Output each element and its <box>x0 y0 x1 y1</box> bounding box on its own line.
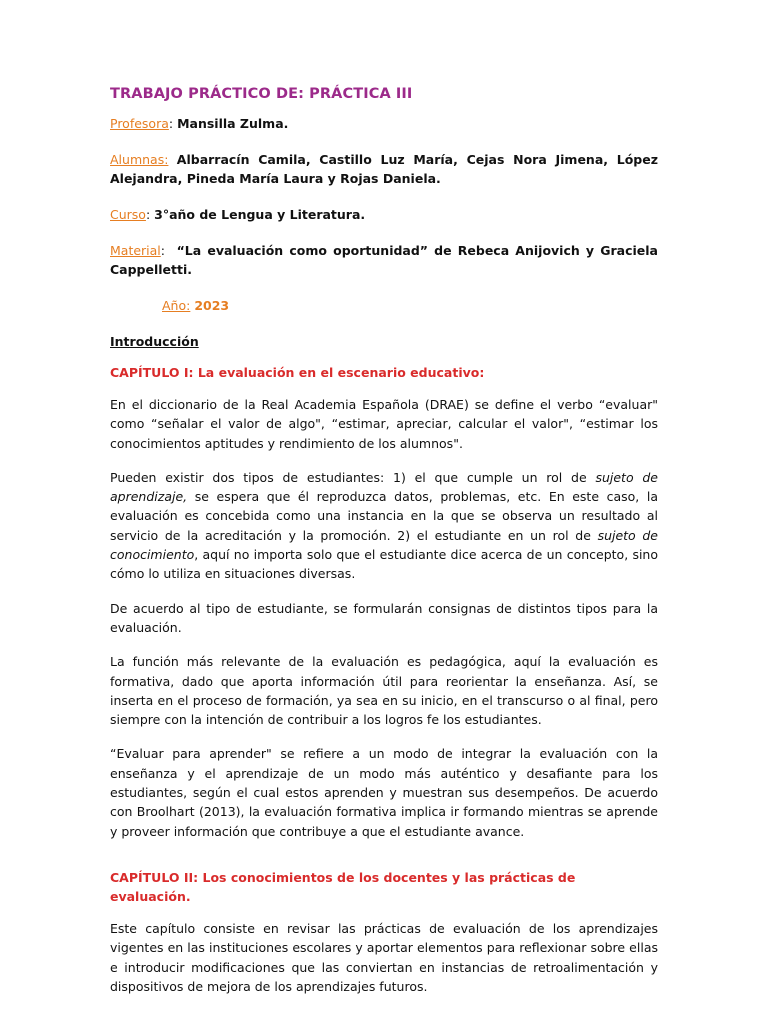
anio-value: 2023 <box>194 298 230 313</box>
curso-label: Curso <box>110 207 146 222</box>
alumnas-label: Alumnas: <box>110 152 169 167</box>
curso-line: Curso: 3°año de Lengua y Literatura. <box>110 207 366 222</box>
sujeto-de-aprendizaje: sujeto de aprendizaje, <box>110 469 658 505</box>
alumnas-line <box>110 150 658 188</box>
material-label: Material <box>110 243 161 258</box>
introduccion-heading: Introducción <box>110 334 199 349</box>
profesora-line: Profesora: Mansilla Zulma. <box>110 116 289 131</box>
chapter-2-paragraph-1: Este capítulo consiste en revisar las prácticas de evaluación de los aprendizajes vigentes en las instituciones escolares y aportar elementos para reflexionar sobre ellas e introducir modificaciones que las conviertan en instancias de retroalimentación y dispositivos de mejora de los aprendizajes futuros. <box>110 920 658 994</box>
chapter-1-paragraph-3: De acuerdo al tipo de estudiante, se formularán consignas de distintos tipos para la evaluación. <box>110 600 658 635</box>
chapter-1-paragraph-1: En el diccionario de la Real Academia Española (DRAE) se define el verbo “evaluar" como “señalar el valor de algo", “estimar, apreciar, calcular el valor", “estimar los conocimientos aptitudes y rendimiento de los alumnos". <box>110 397 658 451</box>
anio-label: Año: <box>162 298 191 313</box>
chapter-1-paragraph-4: La función más relevante de la evaluación es pedagógica, aquí la evaluación es formativa, dado que aporta información útil para reorientar la enseñanza. Así, se inserta en el proceso de formación, ya sea en su inicio, en el transcurso o al final, pero siempre con la intención de contribuir a los logros fe los estudiantes. <box>110 654 658 728</box>
alumnas-value: Albarracín Camila, Castillo Luz María, Cejas Nora Jimena, López Alejandra, Pineda María Laura y Rojas Daniela. <box>110 152 658 186</box>
material-line: Material: “La evaluación como oportunidad” de Rebeca Anijovich y Graciela Cappelletti. <box>110 243 658 277</box>
document-title: TRABAJO PRÁCTICO DE: PRÁCTICA III <box>110 86 413 102</box>
chapter-1-paragraph-5: “Evaluar para aprender" se refiere a un modo de integrar la evaluación con la enseñanza y el aprendizaje de un modo más auténtico y desafiante para los estudiantes, según el cual estos aprenden y muestran sus desempeños. De acuerdo con Broolhart (2013), la evaluación formativa implica ir formando mientras se aprende y proveer información que contribuye a que el estudiante avance. <box>110 746 658 839</box>
sujeto-de-conocimiento: sujeto de conocimiento <box>110 527 658 563</box>
profesora-label: Profesora <box>110 116 169 131</box>
chapter-1-paragraph-2: Pueden existir dos tipos de estudiantes: 1) el que cumple un rol de sujeto de aprendizaje, se espera que él reproduzca datos, problemas, etc. En este caso, la evaluación es concebida como una instancia en la que se observa un resultado al servicio de la acreditación y la promoción. 2) el estudiante en un rol de sujeto de conocimiento, aquí no importa solo que el estudiante dice acerca de un concepto, sino cómo lo utiliza en situaciones diversas. <box>110 469 658 582</box>
anio-line <box>162 296 658 315</box>
profesora-value: Mansilla Zulma. <box>177 116 289 131</box>
curso-value: 3°año de Lengua y Literatura. <box>154 207 366 222</box>
chapter-1-heading: CAPÍTULO I: La evaluación en el escenario educativo: <box>110 365 485 380</box>
material-value: “La evaluación como oportunidad” de Rebeca Anijovich y Graciela Cappelletti. <box>110 243 658 277</box>
chapter-2-heading: CAPÍTULO II: Los conocimientos de los docentes y las prácticas de evaluación. <box>110 869 576 904</box>
